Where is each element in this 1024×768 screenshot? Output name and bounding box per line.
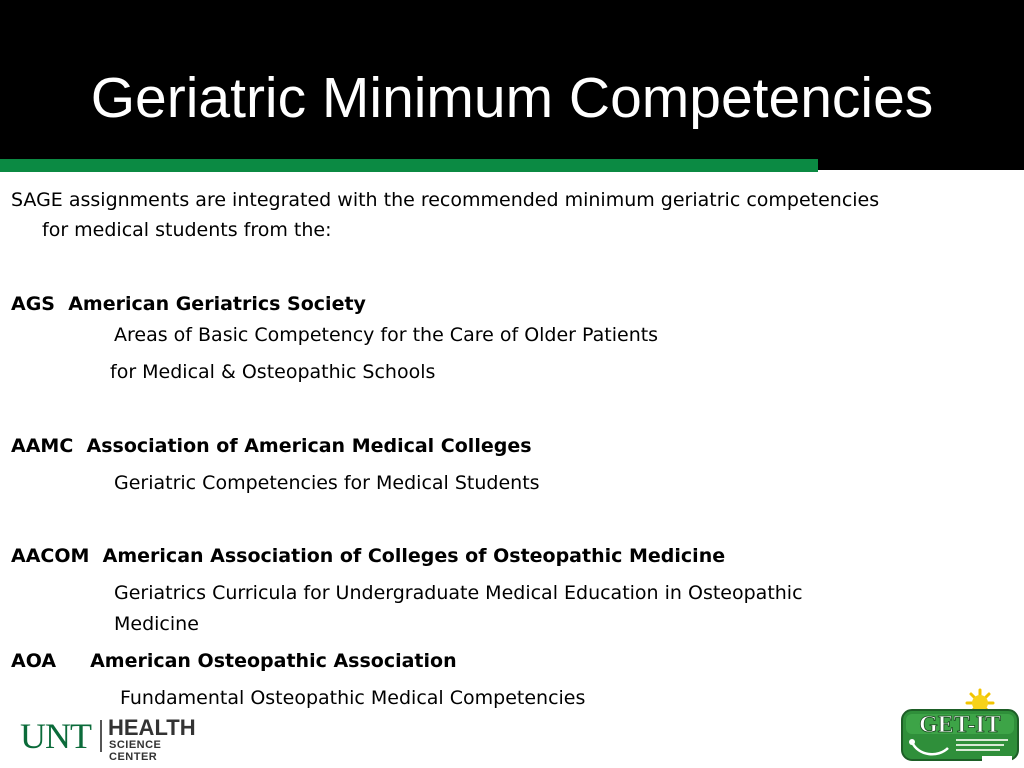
section-heading-aamc [11, 434, 532, 458]
logo-divider [100, 720, 102, 752]
section-line: Fundamental Osteopathic Medical Competencies [120, 687, 586, 709]
section-abbr: AAMC [11, 435, 74, 457]
section-line: Areas of Basic Competency for the Care of Older Patients [114, 324, 659, 346]
unt-science-center-text: SCIENCE CENTER [109, 739, 162, 763]
unt-health-science-center-logo [20, 715, 210, 763]
intro-line-2: for medical students from the: [42, 219, 332, 241]
slide-title: Geriatric Minimum Competencies [90, 66, 934, 130]
section-abbr: AOA [11, 650, 57, 672]
get-it-logo [898, 686, 1022, 766]
section-abbr: AGS [11, 293, 55, 315]
section-name: American Association of Colleges of Osteopathic Medicine [102, 545, 726, 567]
section-name: American Geriatrics Society [68, 293, 366, 315]
intro-line-1: SAGE assignments are integrated with the recommended minimum geriatric competencies [11, 189, 880, 211]
section-name: Association of American Medical Colleges [86, 435, 532, 457]
section-line: Geriatrics Curricula for Undergraduate Medical Education in Osteopathic [114, 582, 803, 604]
get-it-logo-graphic [898, 686, 1022, 766]
get-it-wordmark: GET-IT [919, 712, 1001, 738]
section-heading-aacom [11, 544, 725, 568]
section-abbr: AACOM [11, 545, 90, 567]
section-name: American Osteopathic Association [90, 650, 457, 672]
unt-wordmark: UNT [20, 716, 91, 756]
unt-health-text: HEALTH [108, 715, 196, 740]
section-line: Geriatric Competencies for Medical Students [114, 472, 540, 494]
section-heading-aoa [11, 649, 457, 673]
section-heading-ags [11, 292, 366, 316]
section-line: for Medical & Osteopathic Schools [110, 361, 436, 383]
section-line: Medicine [114, 613, 199, 635]
